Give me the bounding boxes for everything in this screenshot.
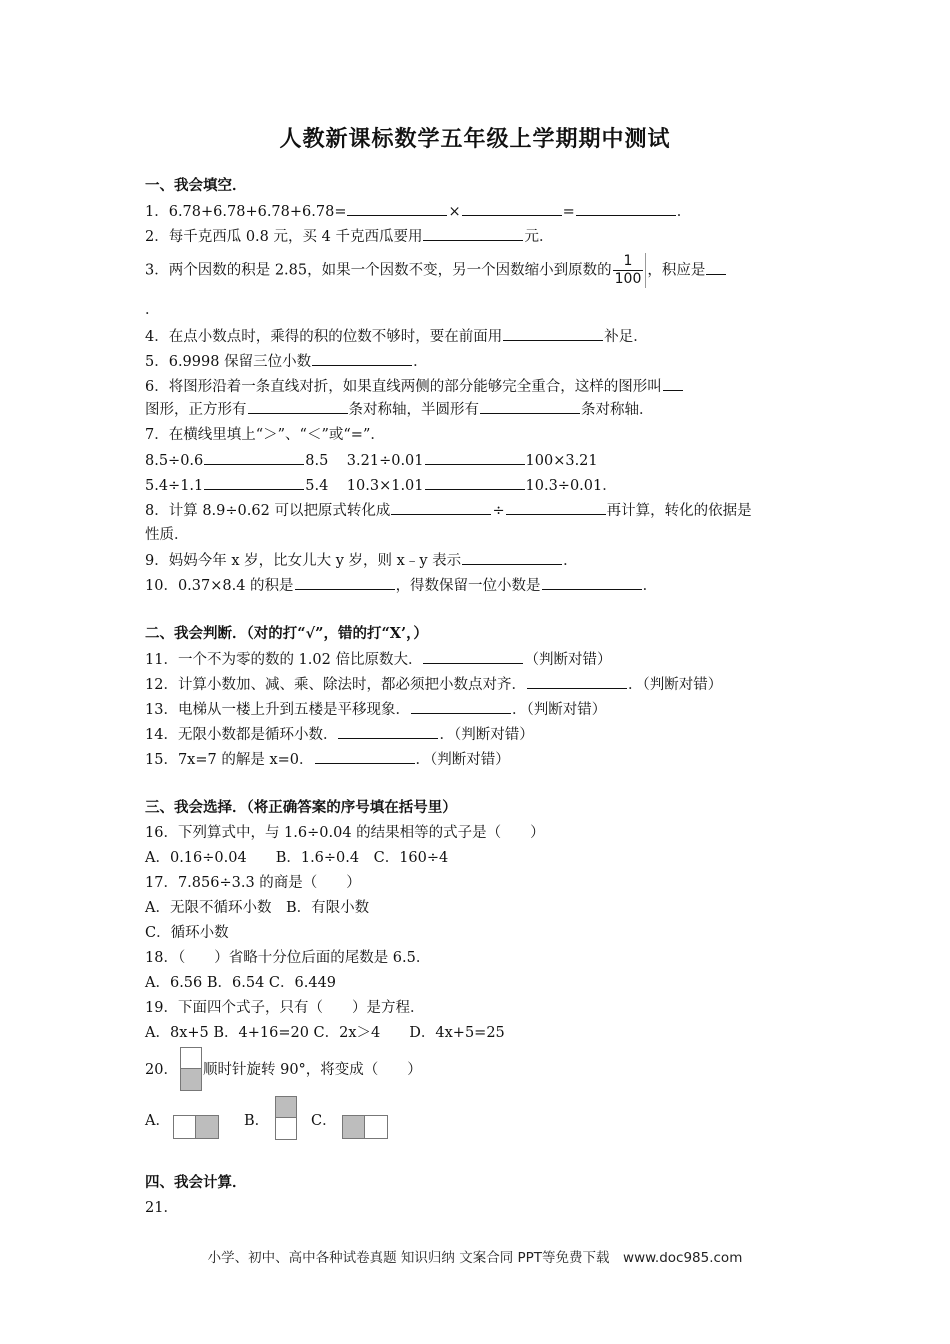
question-5: [145, 351, 428, 372]
q3-end: ．: [145, 302, 160, 318]
q8-text-2: 再计算，转化的依据是: [606, 503, 752, 519]
q14-end: ．（判断对错）: [439, 727, 534, 743]
question-15: [145, 749, 510, 770]
q4-text: 4．在点小数点时，乘得的积的位数不够时，要在前面用: [145, 329, 503, 345]
q12-end: ．（判断对错）: [627, 677, 723, 693]
fraction-numerator: 1: [623, 253, 633, 269]
question-12: [145, 674, 722, 695]
question-7-row2: [145, 475, 617, 496]
q2-end: 元．: [524, 229, 554, 245]
option-a-figure: [173, 1115, 219, 1139]
q5-end: ．: [413, 354, 428, 370]
blank: [204, 475, 304, 490]
option-a-label: A．: [145, 1113, 170, 1129]
footer-text: 小学、初中、高中各种试卷真题 知识归纳 文案合同 PPT等免费下载 www.doc985.com: [207, 1250, 743, 1266]
q5-text: 5．6.9998 保留三位小数: [145, 354, 312, 370]
q6-end: 条对称轴．: [581, 402, 654, 418]
question-6: [145, 376, 684, 397]
q13-text: 13．电梯从一楼上升到五楼是平移现象．: [145, 702, 410, 718]
figure-cell-gray: [195, 1115, 219, 1139]
blank: [576, 201, 676, 216]
question-20-text: 顺时针旋转 90°，将变成（ ）: [203, 1062, 422, 1078]
q3-text-2: ，积应是: [647, 262, 706, 279]
option-b-figure: [275, 1096, 297, 1140]
q1-end: ．: [676, 204, 692, 220]
fraction-1-100: [613, 253, 647, 288]
q7-expr: 100×3.21: [525, 453, 598, 469]
blank: [248, 399, 348, 414]
q10-text: 10．0.37×8.4 的积是: [145, 578, 294, 594]
blank: [506, 500, 606, 515]
section1-heading: 一、我会填空．: [145, 177, 247, 194]
figure-cell-gray: [342, 1115, 366, 1139]
question-16: 16．下列算式中，与 1.6÷0.04 的结果相等的式子是（ ）: [145, 825, 545, 841]
q7-expr: 8.5÷0.6: [145, 453, 204, 469]
q1-text: 1．6.78+6.78+6.78+6.78=: [145, 204, 347, 220]
q3-text: 3．两个因数的积是 2.85，如果一个因数不变，另一个因数缩小到原数的: [145, 262, 612, 279]
blank: [423, 226, 523, 241]
section4-heading: 四、我会计算．: [145, 1174, 247, 1191]
question-18: 18．（ ）省略十分位后面的尾数是 6.5．: [145, 950, 431, 966]
question-19: 19．下面四个式子，只有（ ）是方程．: [145, 1000, 425, 1016]
q6-text-3: 条对称轴，半圆形有: [348, 402, 479, 418]
q7-expr: 5.4÷1.1: [145, 478, 204, 494]
blank: [425, 450, 525, 465]
figure-cell-white: [364, 1115, 388, 1139]
blank: [663, 376, 683, 391]
q1-equals: =: [562, 204, 575, 220]
blank: [480, 399, 580, 414]
q6-text-2: 图形，正方形有: [145, 402, 247, 418]
q14-text: 14．无限小数都是循环小数．: [145, 727, 338, 743]
q15-text: 15．7x=7 的解是 x=0．: [145, 752, 314, 768]
figure-cell-white: [180, 1047, 202, 1070]
q2-text: 2．每千克西瓜 0.8 元，买 4 千克西瓜要用: [145, 229, 423, 245]
question-7: 7．在横线里填上“＞”、“＜”或“=”．: [145, 427, 385, 443]
q11-text: 11．一个不为零的数的 1.02 倍比原数大．: [145, 652, 423, 668]
blank: [411, 699, 511, 714]
question-17-options: A．无限不循环小数 B．有限小数: [145, 900, 370, 916]
blank: [204, 450, 304, 465]
question-8: [145, 500, 752, 521]
option-c-label: C．: [311, 1113, 337, 1129]
q8-text: 8．计算 8.9÷0.62 可以把原式转化成: [145, 503, 391, 519]
q7-expr: 5.4: [305, 478, 329, 494]
question-18-options: A．6.56 B．6.54 C．6.449: [145, 975, 337, 991]
question-13: [145, 699, 606, 720]
q8-end: 性质．: [145, 527, 189, 543]
blank: [462, 201, 562, 216]
q11-end: （判断对错）: [524, 652, 612, 668]
page-title: 人教新课标数学五年级上学期期中测试: [279, 126, 671, 152]
section2-heading: 二、我会判断．（对的打“√”，错的打“X’，）: [145, 625, 428, 642]
blank: [295, 575, 395, 590]
blank: [462, 550, 562, 565]
q10-text-2: ，得数保留一位小数是: [395, 578, 541, 594]
blank: [347, 201, 447, 216]
blank: [527, 674, 627, 689]
blank: [315, 749, 415, 764]
blank: [542, 575, 642, 590]
question-2: [145, 226, 553, 247]
figure-cell-white: [173, 1115, 197, 1139]
question-1: [145, 201, 691, 222]
q9-end: ．: [563, 553, 578, 569]
figure-cell-gray: [275, 1096, 297, 1119]
question-9: [145, 550, 578, 571]
question-17-options-2: C．循环小数: [145, 925, 229, 941]
question-11: [145, 649, 611, 670]
figure-cell-gray: [180, 1068, 202, 1091]
blank: [425, 475, 525, 490]
question-17: 17．7.856÷3.3 的商是（ ）: [145, 875, 361, 891]
q7-expr: 8.5: [305, 453, 329, 469]
question-20-number: 20．: [145, 1062, 178, 1078]
question-21: 21．: [145, 1200, 178, 1216]
q9-text: 9．妈妈今年 x 岁，比女儿大 y 岁，则 x﹣y 表示: [145, 553, 462, 569]
rotation-original-figure: [180, 1047, 202, 1091]
q10-end: ．: [642, 578, 658, 594]
section3-heading: 三、我会选择．（将正确答案的序号填在括号里）: [145, 799, 457, 816]
question-19-options: A．8x+5 B．4+16=20 C．2x＞4 D．4x+5=25: [145, 1025, 505, 1041]
q7-expr: 10.3×1.01: [346, 478, 424, 494]
option-b-label: B．: [244, 1113, 270, 1129]
figure-cell-white: [275, 1117, 297, 1140]
blank: [423, 649, 523, 664]
blank: [503, 326, 603, 341]
option-c-figure: [342, 1115, 388, 1139]
question-14: [145, 724, 534, 745]
q7-expr: 3.21÷0.01: [346, 453, 424, 469]
fraction-denominator: 100: [614, 271, 642, 287]
question-16-options: A．0.16÷0.04 B．1.6÷0.4 C．160÷4: [145, 850, 449, 866]
blank: [391, 500, 491, 515]
q15-end: ．（判断对错）: [415, 752, 510, 768]
question-4: [145, 326, 648, 347]
question-3: [145, 253, 727, 288]
blank: [706, 260, 726, 275]
q13-end: ．（判断对错）: [511, 702, 607, 718]
q4-end: 补足．: [604, 329, 648, 345]
q1-times: ×: [448, 204, 461, 220]
q7-expr: 10.3÷0.01．: [525, 478, 617, 494]
q6-text: 6．将图形沿着一条直线对折，如果直线两侧的部分能够完全重合，这样的图形叫: [145, 379, 662, 395]
q8-divide: ÷: [492, 503, 505, 519]
question-10: [145, 575, 657, 596]
blank: [338, 724, 438, 739]
question-7-row1: [145, 450, 598, 471]
question-6-cont: [145, 399, 654, 420]
q12-text: 12．计算小数加、减、乘、除法时，都必须把小数点对齐．: [145, 677, 526, 693]
blank: [312, 351, 412, 366]
